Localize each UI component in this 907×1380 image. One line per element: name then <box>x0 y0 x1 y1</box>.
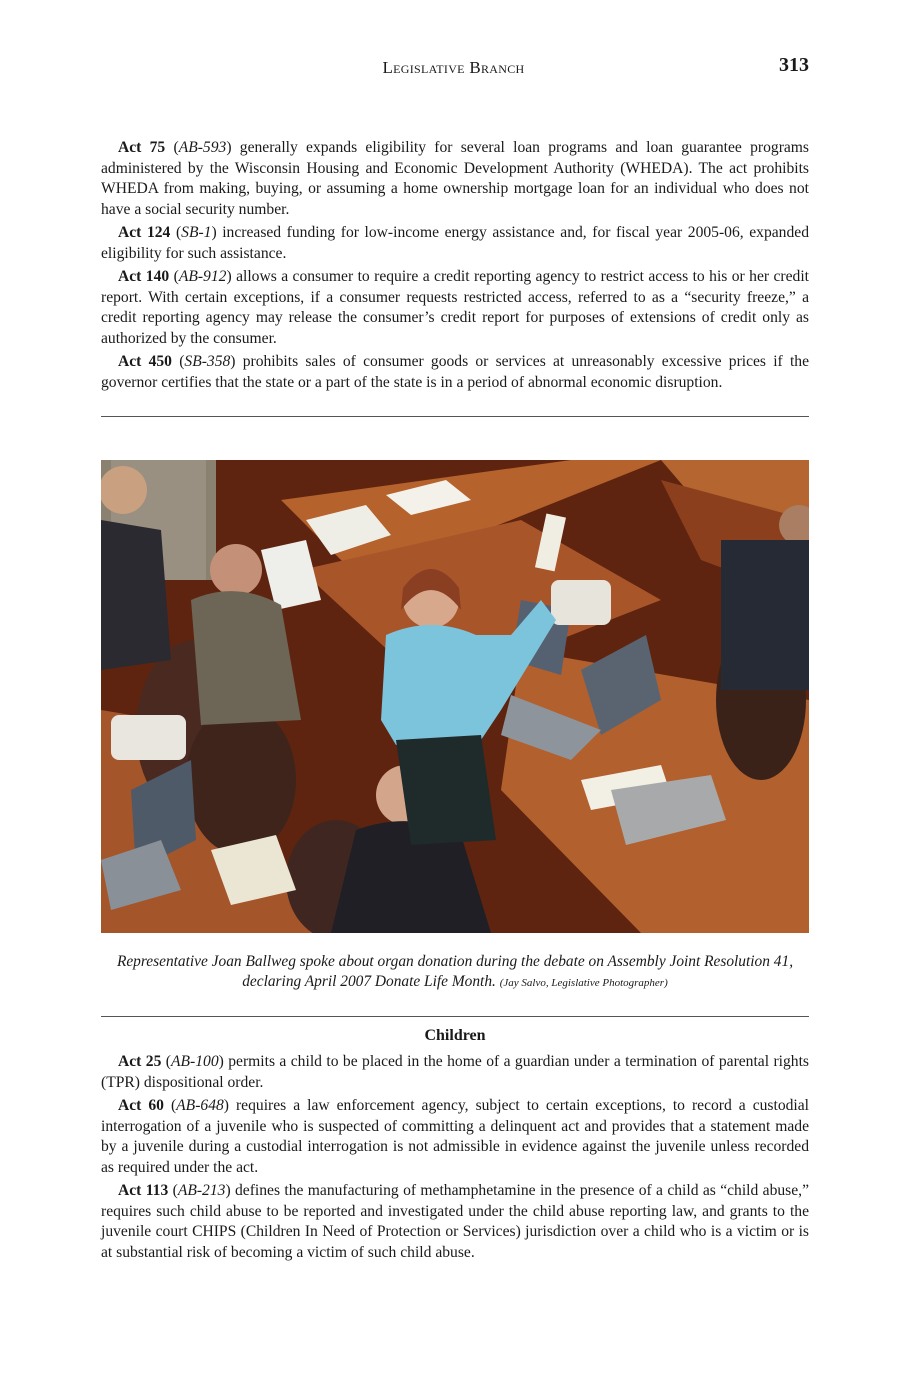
act-paragraph: Act 140 (AB-912) allows a consumer to require a credit reporting agency to restrict access to his or her credit report. With certain exceptions, if a consumer requests restricted access, referred to as a “security freeze,” a credit reporting agency may release the consumer’s credit report for purposes of extensions of credit only as authorized by the consumer. <box>101 268 809 347</box>
act-number: Act 450 <box>118 353 172 370</box>
photo-credit: (Jay Salvo, Legislative Photographer) <box>499 977 668 989</box>
act-paragraph: Act 60 (AB-648) requires a law enforcement agency, subject to certain exceptions, to record a custodial interrogation of a juvenile who is suspected of committing a delinquent act and provides that a statement made by a juvenile during a custodial interrogation is not admissible in evidence against the juvenile unless recorded as required under the act. <box>101 1097 809 1176</box>
act-description: ) prohibits sales of consumer goods or services at unreasonably excessive prices if the governor certifies that the state or a part of the state is in a period of abnormal economic disruption. <box>101 353 809 391</box>
page-number: 313 <box>779 54 809 76</box>
act-paragraph: Act 113 (AB-213) defines the manufacturing of methamphetamine in the presence of a child as “child abuse,” requires such child abuse to be reported and investigated under the child abuse reporting law, and grants to the juvenile court CHIPS (Children In Need of Protection or Services) jurisdiction over a child who is a victim or is at substantial risk of becoming a victim of such child abuse. <box>101 1182 809 1261</box>
bill-number: AB-648 <box>176 1097 224 1114</box>
act-number: Act 60 <box>118 1097 164 1114</box>
section-heading: Children <box>424 1027 486 1044</box>
bill-number: AB-213 <box>177 1182 226 1199</box>
act-description: ) generally expands eligibility for several loan programs and loan guarantee programs administered by the Wisconsin Housing and Economic Development Authority (WHEDA). The act prohibits WHEDA from making, buying, or assuming a home ownership mortgage loan for an individual who does not have a social security number. <box>101 139 810 218</box>
bill-number: AB-593 <box>178 139 227 156</box>
act-number: Act 75 <box>118 139 166 156</box>
bill-number: SB-1 <box>181 224 212 241</box>
act-description: ) requires a law enforcement agency, subject to certain exceptions, to record a custodial interrogation of a juvenile who is suspected of committing a delinquent act and provides that a statement made by a juvenile during a custodial interrogation is not admissible in evidence against the juvenile unless recorded as required under the act. <box>101 1097 809 1176</box>
divider <box>101 1016 809 1017</box>
act-number: Act 113 <box>118 1182 169 1199</box>
act-description: ) defines the manufacturing of methamphetamine in the presence of a child as “child abuse,” requires such child abuse to be reported and investigated under the child abuse reporting law, and grants to the juvenile court CHIPS (Children In Need of Protection or Services) jurisdiction over a child who is a victim or is at substantial risk of becoming a victim of such child abuse. <box>101 1182 809 1261</box>
photo-caption <box>101 952 809 993</box>
divider <box>101 416 809 417</box>
act-number: Act 140 <box>118 268 170 285</box>
bill-number: AB-100 <box>171 1053 219 1070</box>
act-description: ) permits a child to be placed in the home of a guardian under a termination of parental rights (TPR) dispositional order. <box>101 1053 809 1091</box>
assembly-photo-illustration <box>101 460 809 933</box>
act-paragraph: Act 75 (AB-593) generally expands eligibility for several loan programs and loan guarantee programs administered by the Wisconsin Housing and Economic Development Authority (WHEDA). The act prohibits WHEDA from making, buying, or assuming a home ownership mortgage loan for an individual who does not have a social security number. <box>101 139 810 218</box>
running-header-title: Legislative Branch <box>382 58 525 77</box>
act-paragraph: Act 450 (SB-358) prohibits sales of consumer goods or services at unreasonably excessive prices if the governor certifies that the state or a part of the state is in a period of abnormal economic disruption. <box>101 353 809 391</box>
children-text-block <box>101 1052 809 1266</box>
assembly-photo <box>101 460 809 933</box>
act-description: ) increased funding for low-income energy assistance and, for fiscal year 2005-06, expanded eligibility for such assistance. <box>101 224 809 262</box>
top-text-block <box>101 138 809 396</box>
bill-number: AB-912 <box>178 268 227 285</box>
act-number: Act 124 <box>118 224 171 241</box>
act-description: ) allows a consumer to require a credit reporting agency to restrict access to his or her credit report. With certain exceptions, if a consumer requests restricted access, referred to as a “security freeze,” a credit reporting agency may release the consumer’s credit report for purposes of extensions of credit only as authorized by the consumer. <box>101 268 809 347</box>
act-paragraph: Act 25 (AB-100) permits a child to be placed in the home of a guardian under a termination of parental rights (TPR) dispositional order. <box>101 1053 809 1091</box>
caption-text: Representative Joan Ballweg spoke about organ donation during the debate on Assembly Joint Resolution 41, declaring April 2007 Donate Life Month. <box>116 953 794 990</box>
act-paragraph: Act 124 (SB-1) increased funding for low-income energy assistance and, for fiscal year 2005-06, expanded eligibility for such assistance. <box>101 224 809 262</box>
bill-number: SB-358 <box>184 353 231 370</box>
act-number: Act 25 <box>118 1053 162 1070</box>
